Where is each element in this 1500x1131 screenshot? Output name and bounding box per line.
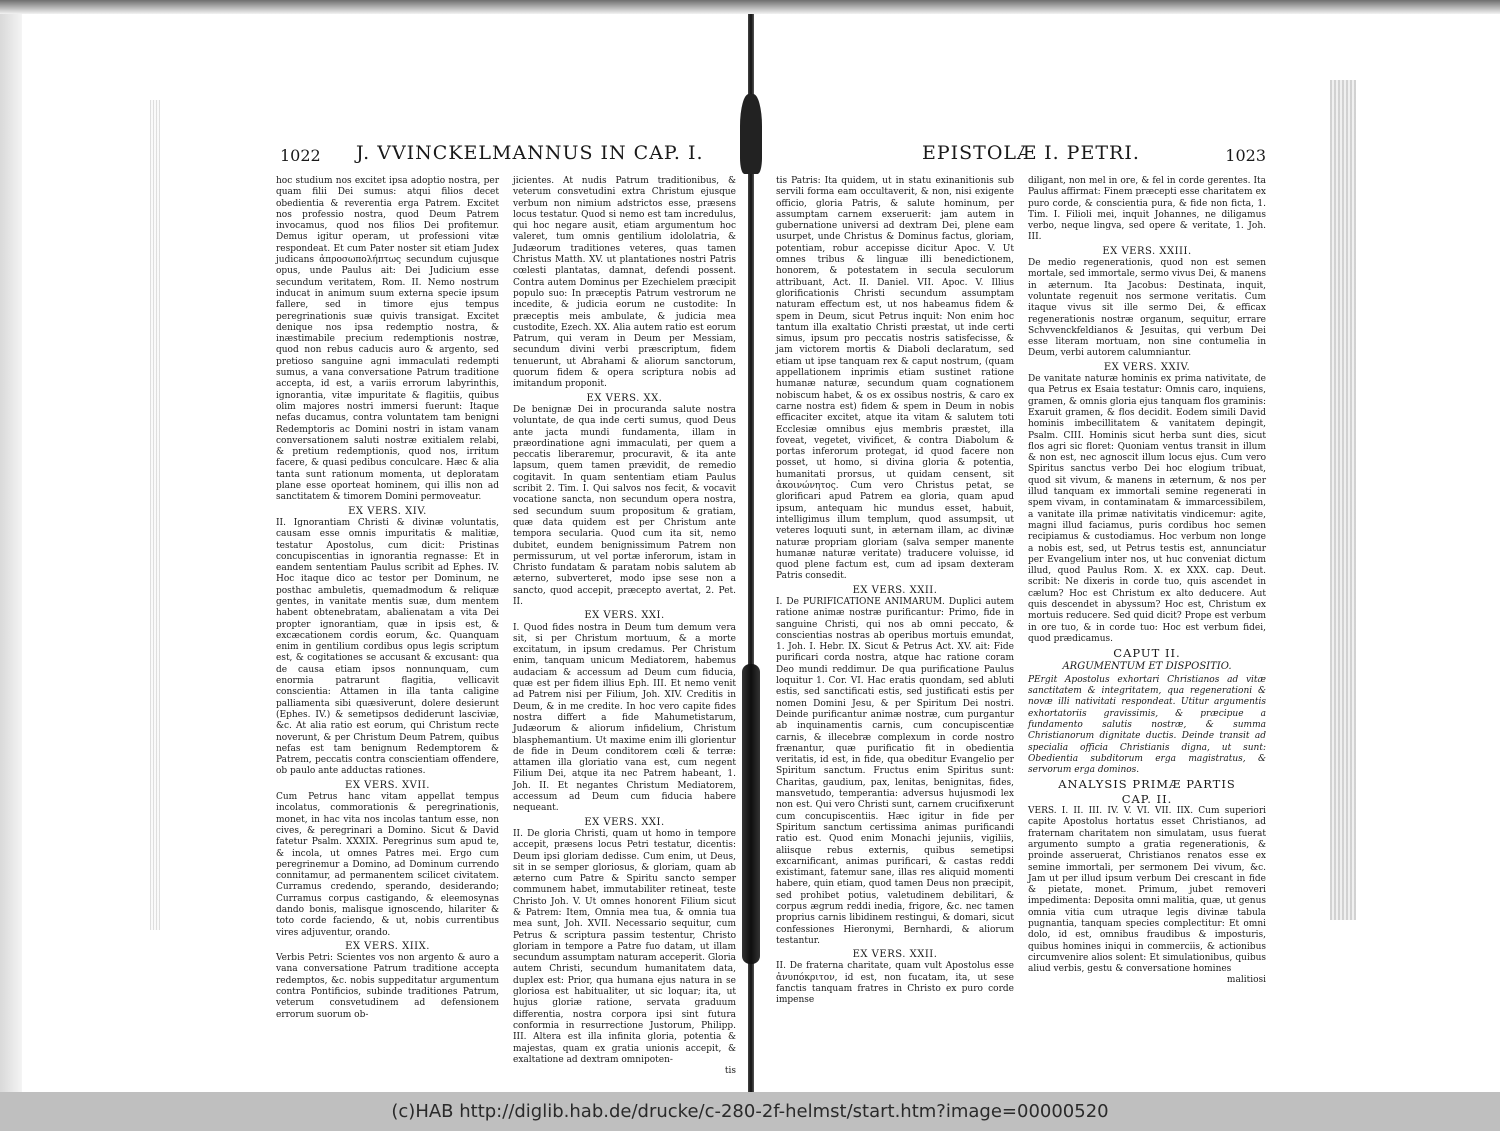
paragraph: VERS. I. II. III. IV. V. VI. VII. IIX. Cum superiori capite Apostolus hortatus esset Christianos, ad fraternam charitatem non simulatam, usus fuerat argumento sumpto a gratia regenerationis, & proinde asseruerat, Christianos renatos esse ex semine immortali, per sermonem Dei vivum, &c. Jam ut per illud ipsum verbum Dei crescant in fide & pietate, monet. Primum, jubet removeri impedimenta: Deposita omni malitia, quæ, ut genus omnia vitia cum utraque legis divinæ tabula pugnantia, tanquam species complectitur: Et omni dolo, id est, omnibus fraudibus & imposturis, quibus homines iniqui in commerciis, & actionibus circumvenire alios solent: Et simulationibus, quibus aliud verbis, gestu & conversatione homines (1028, 806, 1266, 975)
right-page (776, 140, 1266, 1007)
book-gutter (736, 14, 766, 1092)
chapter-heading: CAPUT II. (1113, 646, 1181, 661)
scan-left-edge (0, 14, 22, 1092)
right-page-column-1 (776, 176, 1014, 1007)
verse-heading: EX VERS. XXIII. (1102, 245, 1192, 257)
verse-heading: EX VERS. XXIV. (1103, 361, 1191, 373)
page-number: 1023 (1225, 146, 1266, 165)
right-page-header (776, 140, 1266, 176)
paragraph: Verbis Petri: Scientes vos non argento & auro a vana conversatione Patrum traditione accepta redemptos, &c. nobis suppeditatur argumentum contra Pontificios, subinde traditiones Patrum, veterum consvetudinem ad defensionem errorum suorum ob- (276, 953, 499, 1020)
verse-heading: EX VERS. XXII. (852, 949, 938, 961)
verse-heading: EX VERS. XX. (586, 392, 663, 404)
verse-heading: EX VERS. XXII. (852, 584, 938, 596)
left-page-column-2 (513, 176, 736, 1077)
catchword: malitiosi (1226, 975, 1266, 986)
paragraph: I. Quod fides nostra in Deum tum demum vera sit, si per Christum mortuum, & a morte excitatum, in ipsum credamus. Per Christum enim, tanquam unicum Mediatorem, habemus audaciam & accessum ad Deum cum fiducia, quæ est per fidem illius Eph. III. Et nemo venit ad Patrem nisi per Filium, Joh. XIV. Creditis in Deum, & in me credite. In hoc vero capite fides nostra differt a fide Mahumetistarum, Judæorum & aliorum infidelium, Christum blasphemantium. Ut maxime enim illi glorientur de fide in Deum conditorem cœli & terræ: attamen illa gloriatio vana est, cum negent Filium Dei, atque ita nec Patrem habeant, 1. Joh. II. Et negantes Christum Mediatorem, accessum ad Deum cum fiducia habere nequeant. (513, 622, 736, 814)
paragraph: hoc studium nos excitet ipsa adoptio nostra, per quam filii Dei sumus: atqui filios decet obedientia & reverentia erga Patrem. Excitet nos professio nostra, quod Deum Patrem invocamus, quod nos filios Dei profitemur. Demus igitur operam, ut professioni vitæ respondeat. Et cum Pater noster sit etiam Judex judicans ἀπροσωπολήπτως secundum cujusque opus, unde Paulus ait: Dei Judicium esse secundum veritatem, Rom. II. Nemo nostrum inducat in animum suum externa specie ipsum fallere, sed in timore ejus tempus peregrinationis suæ quivis transigat. Excitet denique nos ipsa redemptio nostra, & inæstimabile precium redemptionis nostræ, quod non rebus caducis auro & argento, sed pretioso sanguine agni immaculati redempti sumus, a vana conversatione Patrum traditione accepta, id est, a variis errorum labyrinthis, ignorantia, vitæ impuritate & flagitiis, quibus olim majores nostri immersi fuerunt: Itaque nefas ducamus, contra voluntatem tam benigni Redemptoris ac Domini nostri in istam vanam conversationem saluti nostræ exitialem relabi, & pretium redemptionis, quod nos, irritum facere, & quasi pedibus conculcare. Hæc & alia tanta sunt rationum momenta, ut deploratam plane esse oporteat hominem, qui illis non ad sanctitatem & timorem Domini permoveatur. (276, 176, 499, 503)
paragraph: I. De PURIFICATIONE ANIMARUM. Duplici autem ratione animæ nostræ purificantur: Primo, fide in sanguine Christi, qui nos ab omni peccato, & conscientias nostras ab operibus mortuis emundat, 1. Joh. I. Hebr. IX. Sicut & Petrus Act. XV. ait: Fide purificari corda nostra, atque hac ratione coram Deo mundi reddimur. De qua purificatione Paulus loquitur 1. Cor. VI. Hac eratis quondam, sed abluti estis, sed sanctificati estis, sed justificati estis per nomen Domini Jesu, & per Spiritum Dei nostri. Deinde purificantur animæ nostræ, cum purgantur ab inquinamentis carnis, cum concupiscentiæ carnis, & illecebræ complexum in corde nostro frænantur, quæ purificatio fit in obedientia veritatis, id est, in fide, qua obeditur Evangelio per Spiritum sanctum. Fructus enim Spiritus sunt: Charitas, gaudium, pax, lenitas, benignitas, fides, mansvetudo, temperantia: adversus hujusmodi lex non est. Qui vero Christi sunt, carnem crucifixerunt cum concupiscentiis. Hæc igitur in fide per Spiritum sanctum certissima animas purificandi ratio est. Quod enim Monachi jejuniis, vigiliis, aliisque rebus externis, quibus semetipsi excarnificant, animas purificari, & castas reddi existimant, fatemur sane, illas res aliquid momenti habere, quin etiam, quod tamen Deus non præcipit, sed prohibet potius, valetudinem debilitari, & corpus ægrum reddi inedia, frigore, &c. nec tamen proprius carnis libidinem restingui, & domari, sicut confessiones Hieronymi, Bernhardi, & aliorum testantur. (776, 596, 1014, 946)
paragraph: II. De gloria Christi, quam ut homo in tempore accepit, præsens locus Petri testatur, dicentis: Deum ipsi gloriam dedisse. Cum enim, ut Deus, sit in se semper gloriosus, & gloriam, quam ab æterno cum Patre & Spiritu sancto semper communem habet, immutabiliter retineat, teste Christo Joh. V. Ut omnes honorent Filium sicut & Patrem: Item, Omnia mea tua, & omnia tua mea sunt, Joh. XVII. Necessario sequitur, cum Petrus & scriptura passim testentur, Christo gloriam in tempore a Patre fuo datam, ut illam secundum assumptam naturam acceperit. Gloria autem Christi, secundum humanitatem data, duplex est: Prior, qua humana ejus natura in se gloriosa est habitualiter, ut sic loquar; ita, ut hujus gloriæ ratione, servata graduum differentia, nostra corpora ipsi sint futura conformia in resurrectione Justorum, Philipp. III. Altera est illa infinita gloria, potentia & majestas, quam ex gratia unionis accepit, & exaltatione ad dextram omnipoten- (513, 828, 736, 1065)
section-title: ARGUMENTUM ET DISPOSITIO. (1062, 661, 1232, 673)
paragraph: II. De fraterna charitate, quam vult Apostolus esse ἀνυπόκριτον, id est, non fucatam, ita, ut sese fanctis tanquam fratres in Christo ex puro corde impense (776, 961, 1014, 1006)
left-page (276, 140, 736, 1077)
paragraph: II. Ignorantiam Christi & divinæ voluntatis, causam esse omnis impuritatis & malitiæ, testatur Apostolus, cum dicit: Pristinas concupiscentias in ignorantia regnasse: Et in eandem sententiam Paulus scribit ad Ephes. IV. Hoc itaque dico ac testor per Dominum, ne posthac ambuletis, quemadmodum & reliquæ gentes, in vanitate mentis suæ, dum mentem habent obtenebratam, abalienatam a vita Dei propter ignorantiam, quæ in ipsis est, & excæcationem cordis eorum, &c. Quanquam enim in gentilium cordibus opus legis scriptum est, & cogitationes se accusant & excusant: qua de causa etiam ipsos nonnunquam, cum enormia patrarunt flagitia, vellicavit conscientia: Attamen in illa tanta caligine palliamenta sibi quæsiverunt, dolere desierunt (Ephes. IV.) & semetipsos dediderunt lasciviæ, &c. At alia ratio est eorum, qui Christum recte noverunt, & per Christum Deum Patrem, quibus nefas est tam benignum Redemptorem & Patrem, peccatis contra conscientiam offendere, ob paulo ante adductas rationes. (276, 517, 499, 777)
source-credit-bar (0, 1092, 1500, 1131)
page-number: 1022 (280, 146, 321, 165)
source-credit: (c)HAB http://diglib.hab.de/drucke/c-280-2f-helmst/start.htm?image=00000520 (391, 1101, 1109, 1122)
paragraph: De medio regenerationis, quod non est semen mortale, sed immortale, sermo vivus Dei, & manens in æternum. Ita Jacobus: Destinata, inquit, voluntate regenuit nos sermone veritatis. Cum itaque vivus sit ille sermo Dei, & efficax regenerationis nostræ organum, sequitur, errare Schvvenckfeldianos & Jesuitas, qui verbum Dei esse literam mortuam, non sine contumelia in Deum, verbi autorem calumniantur. (1028, 258, 1266, 359)
verse-heading: EX VERS. XXI. (584, 610, 665, 622)
paragraph: De vanitate naturæ hominis ex prima nativitate, de qua Petrus ex Esaia testatur: Omnis caro, inquiens, gramen, & omnis gloria ejus tanquam flos graminis: Exaruit gramen, & flos decidit. Eodem simili David hominis imbecillitatem & vanitatem depingit, Psalm. CIII. Hominis sicut herba sunt dies, sicut flos agri sic floret: Quoniam ventus transit in illum & non est, nec agnoscit illum locus ejus. Cum vero Spiritus sanctus verbo Dei hoc elogium tribuat, quod sit vivum, & manens in æternum, & nos per illud tanquam ex immortali semine regenerati in spem vivam, in contaminatam & immarcessibilem, a vanitate illa primæ nativitatis vindicemur: agite, magni illud faciamus, puris cordibus hoc semen recipiamus & custodiamus. Hoc verbum non longe a nobis est, sed, ut Petrus testis est, annunciatur per Evangelium inter nos, ut huc conveniat dictum illud, quod Paulus Rom. X. ex XXX. cap. Deut. scribit: Ne dixeris in corde tuo, quis ascendet in cælum? Hoc est Christum ex alto deducere. Aut quis descendet in abyssum? Hoc est, Christum ex mortuis reducere. Sed quid dicit? Prope est verbum in ore tuo, & in corde tuo: Hoc est verbum fidei, quod prædicamus. (1028, 374, 1266, 644)
left-page-header (276, 140, 736, 176)
chapter-heading: CAP. II. (1121, 791, 1173, 806)
paragraph: jicientes. At nudis Patrum traditionibus, & veterum consvetudini extra Christum ejusque verbum non nimium adstrictos esse, præsens locus testatur. Quod si nemo est tam incredulus, qui hoc negare ausit, etiam argumentum hoc valeret, tum omnis gentilium idololatria, & Judæorum traditiones veteres, quas tamen Christus Matth. XV. ut plantationes nostri Patris cœlesti plantatas, damnat, defendi possent. Contra autem Dominus per Ezechielem præcipit populo suo: In præceptis Patrum vestrorum ne incedite, & judicia eorum ne custodite: In præceptis meis ambulate, & judicia mea custodite, Ezech. XX. Alia autem ratio est eorum Patrum, qui veram in Deum per Messiam, secundum divini verbi præscriptum, fidem tenuerunt, ut Abrahami & aliorum sanctorum, quorum fidem & opera scriptura nobis ad imitandum proponit. (513, 176, 736, 390)
argument-paragraph: PErgit Apostolus exhortari Christianos ad vitæ sanctitatem & integritatem, qua regenerationi & novæ illi nativitati respondeat. Utitur argumentis exhortatoriis gravissimis, & præcipue a fundamento salutis nostræ, & summa Christianorum dignitate ductis. Deinde transit ad specialia officia Christianis digna, ut sunt: Obedientia subditorum erga magistratus, & servorum erga dominos. (1028, 674, 1266, 776)
running-head: EPISTOLÆ I. PETRI. (922, 142, 1140, 164)
catchword: tis (724, 1066, 736, 1077)
right-page-column-2 (1028, 176, 1266, 1007)
paragraph: De benignæ Dei in procuranda salute nostra voluntate, de qua inde certi sumus, quod Deus ante jacta mundi fundamenta, illam in præordinatione agni immaculati, per quem a peccatis liberaremur, procuravit, & ita ante lapsum, quem tamen prævidit, de remedio cogitavit. In quam sententiam etiam Paulus scribit 2. Tim. I. Qui salvos nos fecit, & vocavit vocatione sancta, non secundum opera nostra, sed secundum suum propositum & gratiam, quæ data quidem est per Christum ante tempora secularia. Quod cum ita sit, nemo dubitet, eundem benignissimum Patrem non permissurum, ut vel portæ inferorum, istam in Christo fundatam & paratam nobis salutem ab æterno, subverteret, modo ipse sese non a sancto, quod accepit, præcepto avertat, 2. Pet. II. (513, 404, 736, 607)
verse-heading: EX VERS. XIV. (348, 505, 427, 517)
running-head: J. VVINCKELMANNUS IN CAP. I. (356, 142, 704, 164)
scan-top-strip (0, 0, 1500, 14)
paragraph: Cum Petrus hanc vitam appellat tempus incolatus, commorationis & peregrinationis, monet, in hac vita nos incolas tantum esse, non cives, & peregrinari a Domino. Sicut & David fatetur Psalm. XXXIX. Peregrinus sum apud te, & incola, ut omnes Patres mei. Ergo cum peregrinemur a Domino, ad Dominum currendo connitamur, ad permanentem scilicet civitatem. Curramus credendo, sperando, desiderando; Curramus corpus castigando, & eleemosynas dando bonis, malisque ignoscendo, hilariter & toto corde faciendo, & ut, nobis currentibus vires adjuventur, orando. (276, 792, 499, 938)
left-page-column-1 (276, 176, 499, 1077)
verse-heading: EX VERS. XVII. (345, 779, 430, 791)
page-stack-right (1330, 80, 1356, 920)
page-stack-left (150, 100, 160, 930)
verse-heading: EX VERS. XXI. (584, 816, 665, 828)
paragraph: tis Patris: Ita quidem, ut in statu exinanitionis sub servili forma eam occultaverit, & non, nisi exigente officio, gloria Patris, & salute hominum, per assumptam carnem exseruerit: jam autem in gubernatione universi ad dextram Dei, plene eam usurpet, unde Christus & Dominus factus, gloriam, potentiam, robur accepisse dicitur Apoc. V. Ut omnes tribus & linguæ illi benedictionem, honorem, & potestatem in secula seculorum attribuant, Act. II. Daniel. VII. Apoc. V. Illius glorificationis Christi secundum assumptam naturam effectum est, ut nos habeamus fidem & spem in Deum, sicut Petrus inquit: Non enim hoc tantum illa exaltatio Christi præstat, ut inde certi simus, ipsum pro peccatis nostris satisfecisse, & jam victorem mortis & Diaboli declaratum, sed etiam ut ipse tanquam rex & caput nostrum, (quam appellationem inprimis etiam sustinet ratione humanæ naturæ, secundum quam cognationem nobiscum habet, & os ex ossibus nostris, & caro ex carne nostra est) fidem & spem in Deum in nobis efficaciter excitet, atque ita vitam & salutem toti Ecclesiæ omnibus ejus membris præstet, illa foveat, vegetet, vivificet, & contra Diabolum & portas inferorum protegat, id quod facere non posset, ut homo, si divina gloria & potentia, humanitati prorsus, ut quidam censent, sit ἀκοινώνητος. Cum vero Christus petat, se glorificari apud Patrem ea gloria, quam apud ipsum, antequam hic mundus esset, habuit, intelligimus illum templum, quod assumpsit, ut veteres loquuti sunt, in æternam illam, ac divinæ naturæ propriam gloriam (salva semper manente humanæ naturæ veritate) traducere voluisse, id quod plene factum est, cum ad ipsam dexteram Patris consedit. (776, 176, 1014, 582)
verse-heading: EX VERS. XIIX. (345, 940, 430, 952)
paragraph: diligant, non mel in ore, & fel in corde gerentes. Ita Paulus affirmat: Finem præcepti esse charitatem ex puro corde, & conscientia pura, & fide non ficta, 1. Tim. I. Filioli mei, inquit Johannes, ne diligamus verbo, neque lingva, sed opere & veritate, 1. Joh. III. (1028, 176, 1266, 243)
chapter-heading: ANALYSIS PRIMÆ PARTIS (1058, 777, 1236, 792)
